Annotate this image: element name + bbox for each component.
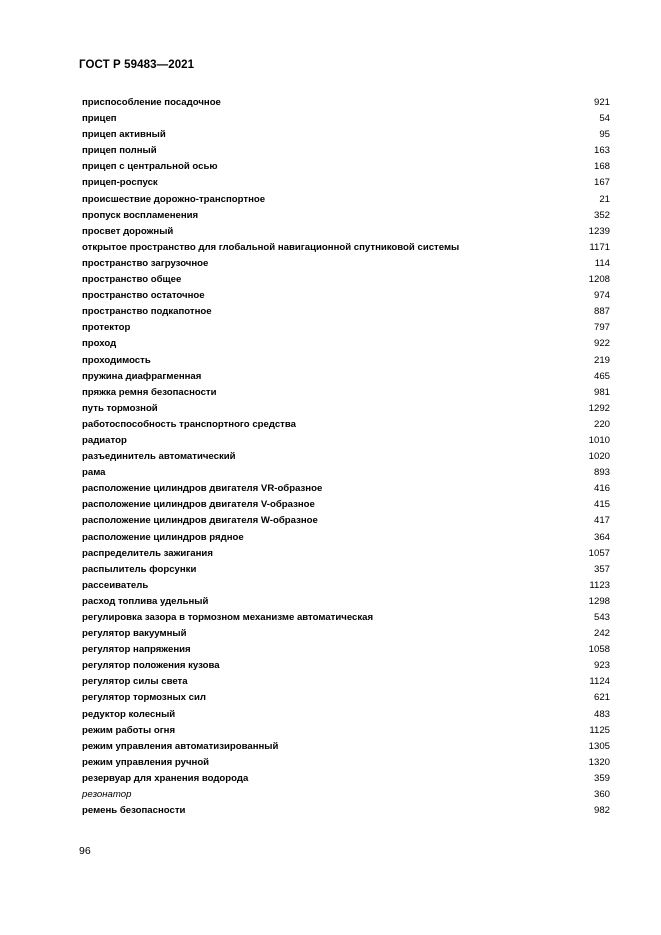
index-entry [82, 304, 610, 320]
page-number: 96 [79, 845, 91, 857]
index-entry [82, 353, 610, 369]
index-entry [82, 369, 610, 385]
index-term: редуктор колесный [82, 708, 176, 720]
index-entry [82, 626, 610, 642]
index-term: ремень безопасности [82, 805, 186, 817]
index-page-ref: 543 [593, 612, 610, 623]
index-page-ref: 921 [593, 97, 610, 108]
index-page-ref: 1123 [589, 579, 610, 591]
index-entry [82, 224, 610, 240]
index-term: расположение цилиндров рядное [82, 531, 244, 543]
index-entry [82, 658, 610, 674]
index-entry [82, 803, 610, 819]
index-entry [82, 497, 610, 513]
index-page-ref: 1020 [588, 451, 610, 463]
index-entry [82, 578, 610, 594]
index-page-ref: 1057 [588, 547, 610, 559]
index-page-ref: 1320 [588, 756, 610, 768]
index-term: просвет дорожный [82, 225, 174, 237]
index-entry [82, 208, 610, 224]
index-page-ref: 1239 [588, 225, 610, 237]
index-entry [82, 320, 610, 336]
index-entry [82, 240, 610, 256]
index-term: пропуск воспламенения [82, 209, 199, 221]
index-page-ref: 95 [599, 129, 610, 141]
index-term: путь тормозной [82, 402, 158, 414]
index-entry [82, 610, 610, 626]
index-entry [82, 95, 610, 111]
index-term: пряжка ремня безопасности [82, 386, 217, 398]
index-term: режим управления автоматизированный [82, 740, 279, 752]
index-page-ref: 1010 [588, 434, 610, 446]
index-term: распылитель форсунки [82, 563, 197, 575]
index-term: прицеп полный [82, 145, 157, 157]
index-term: резервуар для хранения водорода [82, 772, 249, 784]
index-page-ref: 360 [593, 789, 610, 801]
index-page-ref: 621 [593, 692, 610, 704]
index-entry [82, 562, 610, 578]
index-page-ref: 465 [593, 370, 610, 382]
index-page-ref: 219 [593, 354, 610, 366]
index-term: радиатор [82, 434, 127, 446]
index-entry [82, 481, 610, 497]
index-term: работоспособность транспортного средства [82, 418, 296, 430]
index-term: открытое пространство для глобальной навигационной спутниковой системы [82, 241, 460, 253]
index-term: регулятор вакуумный [82, 628, 187, 640]
alphabetical-index [82, 95, 610, 819]
index-page-ref: 359 [593, 772, 610, 784]
index-page-ref: 1298 [588, 595, 610, 607]
index-entry [82, 433, 610, 449]
index-term: приспособление посадочное [82, 97, 221, 108]
index-page-ref: 923 [593, 660, 610, 672]
index-term: режим управления ручной [82, 756, 210, 768]
index-page-ref: 220 [593, 418, 610, 430]
index-term: расположение цилиндров двигателя W-образное [82, 515, 318, 527]
index-term: прицеп [82, 113, 117, 125]
index-term: режим работы огня [82, 724, 176, 736]
index-page-ref: 114 [594, 257, 610, 269]
index-term: регулятор силы света [82, 676, 188, 688]
index-term: регулятор тормозных сил [82, 692, 207, 704]
index-entry [82, 449, 610, 465]
index-entry [82, 787, 610, 803]
index-page-ref: 357 [593, 563, 610, 575]
index-term: проходимость [82, 354, 151, 366]
index-term: регулятор положения кузова [82, 660, 220, 672]
index-term: протектор [82, 322, 131, 334]
index-page-ref: 1124 [589, 676, 610, 688]
index-term: расход топлива удельный [82, 595, 209, 607]
index-entry [82, 272, 610, 288]
index-page-ref: 1171 [589, 241, 610, 253]
index-entry [82, 642, 610, 658]
index-page-ref: 1305 [588, 740, 610, 752]
index-entry [82, 707, 610, 723]
index-term: пространство остаточное [82, 290, 205, 302]
index-entry [82, 530, 610, 546]
index-term: пространство общее [82, 274, 182, 286]
index-page-ref: 167 [593, 177, 610, 189]
index-entry [82, 674, 610, 690]
index-entry [82, 690, 610, 706]
index-entry [82, 465, 610, 481]
index-page-ref: 163 [593, 145, 610, 157]
index-term: прицеп активный [82, 129, 166, 141]
index-page-ref: 1292 [588, 402, 610, 414]
index-term: распределитель зажигания [82, 547, 213, 559]
index-term: резонатор [82, 789, 132, 801]
index-entry [82, 771, 610, 787]
index-page-ref: 922 [593, 338, 610, 350]
index-term: прицеп-роспуск [82, 177, 158, 189]
index-entry [82, 256, 610, 272]
index-page-ref: 974 [593, 290, 610, 302]
index-page-ref: 21 [599, 193, 610, 205]
index-page-ref: 168 [593, 161, 610, 173]
index-page-ref: 242 [593, 628, 610, 640]
index-entry [82, 336, 610, 352]
index-entry [82, 755, 610, 771]
index-term: расположение цилиндров двигателя VR-образное [82, 483, 323, 495]
index-page-ref: 981 [593, 386, 610, 398]
index-term: происшествие дорожно-транспортное [82, 193, 266, 205]
index-page-ref: 364 [593, 531, 610, 543]
index-entry [82, 288, 610, 304]
index-term: регулятор напряжения [82, 644, 191, 656]
index-page-ref: 797 [593, 322, 610, 334]
index-entry [82, 513, 610, 529]
index-term: рама [82, 467, 106, 479]
index-page-ref: 982 [593, 805, 610, 817]
index-term: рассеиватель [82, 579, 149, 591]
index-page-ref: 416 [593, 483, 610, 495]
index-term: расположение цилиндров двигателя V-образное [82, 499, 315, 511]
index-entry [82, 192, 610, 208]
index-entry [82, 723, 610, 739]
index-page-ref: 1208 [588, 274, 610, 286]
document-header: ГОСТ Р 59483—2021 [79, 59, 195, 71]
index-page-ref: 54 [599, 113, 610, 125]
index-page-ref: 887 [593, 306, 610, 318]
index-term: регулировка зазора в тормозном механизме автоматическая [82, 612, 374, 623]
index-page-ref: 415 [593, 499, 610, 511]
index-entry [82, 385, 610, 401]
index-entry [82, 159, 610, 175]
index-entry [82, 401, 610, 417]
index-entry [82, 127, 610, 143]
index-entry [82, 111, 610, 127]
index-entry [82, 175, 610, 191]
index-entry [82, 143, 610, 159]
index-term: пружина диафрагменная [82, 370, 202, 382]
index-entry [82, 546, 610, 562]
index-page-ref: 1125 [589, 724, 610, 736]
index-page-ref: 483 [593, 708, 610, 720]
index-term: прицеп с центральной осью [82, 161, 218, 173]
index-page-ref: 1058 [588, 644, 610, 656]
index-term: проход [82, 338, 117, 350]
index-page-ref: 893 [593, 467, 610, 479]
index-page-ref: 417 [593, 515, 610, 527]
index-entry [82, 739, 610, 755]
index-entry [82, 594, 610, 610]
index-page-ref: 352 [593, 209, 610, 221]
index-term: пространство подкапотное [82, 306, 212, 318]
index-entry [82, 417, 610, 433]
index-term: пространство загрузочное [82, 257, 209, 269]
index-term: разъединитель автоматический [82, 451, 236, 463]
